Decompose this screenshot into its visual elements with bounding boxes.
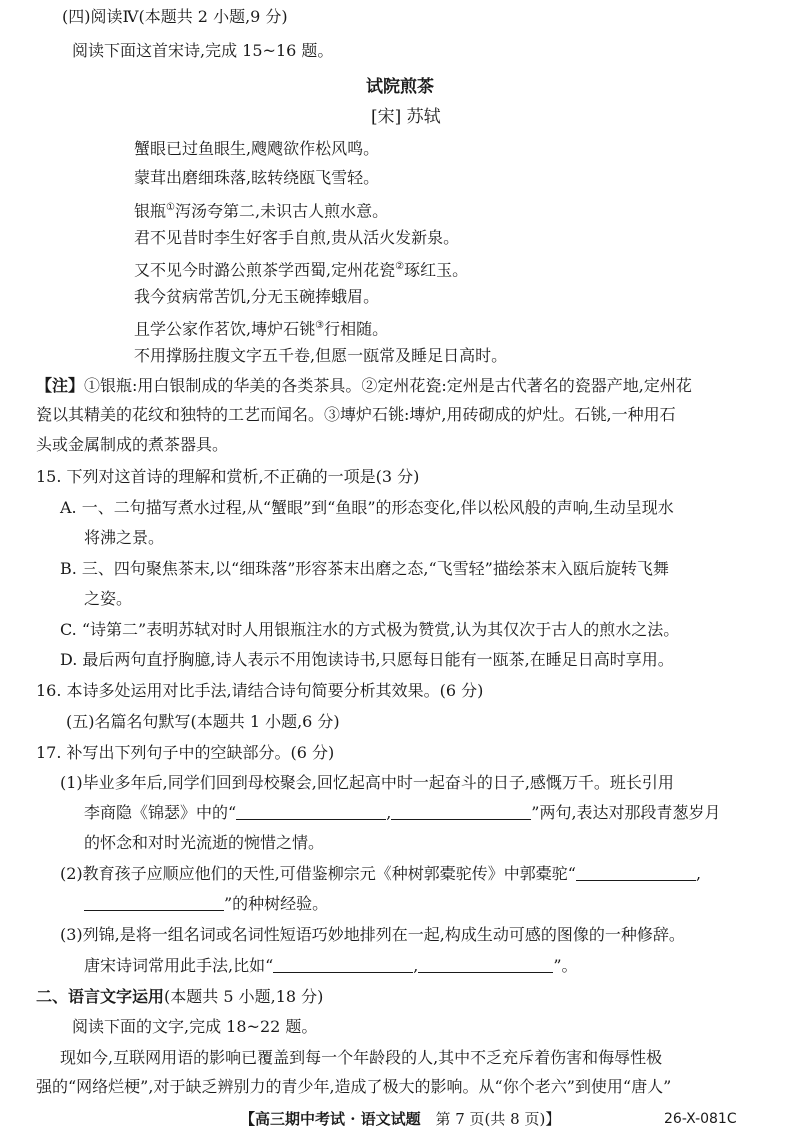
note-label: 【注】 bbox=[36, 376, 85, 395]
footnote-ref-1: ① bbox=[166, 202, 175, 213]
note-line-3: 头或金属制成的煮茶器具。 bbox=[36, 435, 229, 454]
section4-heading: (四)阅读Ⅳ(本题共 2 小题,9 分) bbox=[62, 7, 288, 26]
answer-blank[interactable] bbox=[273, 956, 413, 973]
q15-option-b-line-2: 之姿。 bbox=[84, 589, 133, 608]
q17-item-1-line-1: (1)毕业多年后,同学们回到母校聚会,回忆起高中时一起奋斗的日子,感慨万千。班长引用 bbox=[60, 773, 674, 792]
poem-line-8: 不用撑肠拄腹文字五千卷,但愿一瓯常及睡足日高时。 bbox=[134, 346, 508, 365]
part2-heading: 二、语言文字运用(本题共 5 小题,18 分) bbox=[36, 987, 324, 1006]
answer-blank[interactable] bbox=[576, 864, 696, 881]
q17-item-1-line-2: 李商隐《锦瑟》中的“ , ”两句,表达对那段青葱岁月 bbox=[84, 803, 721, 822]
q15-option-b-line-1: B. 三、四句聚焦茶末,以“细珠落”形容茶末出磨之态,“飞雪轻”描绘茶末入瓯后旋转飞舞 bbox=[60, 559, 669, 578]
poem-line-6: 我今贫病常苦饥,分无玉碗捧蛾眉。 bbox=[134, 287, 380, 306]
part2-text-line-2: 强的“网络烂梗”,对于缺乏辨别力的青少年,造成了极大的影响。从“你个老六”到使用“唐人” bbox=[36, 1077, 672, 1096]
q17-item-2-line-2: ”的种树经验。 bbox=[84, 893, 328, 915]
section4-intro: 阅读下面这首宋诗,完成 15~16 题。 bbox=[72, 41, 334, 60]
poem-line-3: 银瓶①泻汤夸第二,未识古人煎水意。 bbox=[134, 201, 389, 221]
poem-line-2: 蒙茸出磨细珠落,眩转绕瓯飞雪轻。 bbox=[134, 168, 380, 187]
answer-blank[interactable] bbox=[418, 956, 553, 973]
q17-item-1-line-3: 的怀念和对时光流逝的惋惜之情。 bbox=[84, 833, 325, 852]
poem-line-1: 蟹眼已过鱼眼生,飕飕欲作松风鸣。 bbox=[134, 139, 380, 158]
q15-stem: 15. 下列对这首诗的理解和赏析,不正确的一项是(3 分) bbox=[36, 467, 420, 486]
answer-blank[interactable] bbox=[84, 894, 224, 911]
section5-heading: (五)名篇名句默写(本题共 1 小题,6 分) bbox=[66, 712, 340, 731]
note-line-2: 瓷以其精美的花纹和独特的工艺而闻名。③塼炉石铫:塼炉,用砖砌成的炉灶。石铫,一种用石 bbox=[36, 405, 676, 424]
footnote-ref-2: ② bbox=[395, 261, 405, 272]
footnote-ref-3: ③ bbox=[315, 320, 325, 331]
q15-option-a-line-1: A. 一、二句描写煮水过程,从“蟹眼”到“鱼眼”的形态变化,伴以松风般的声响,生动呈现水 bbox=[60, 498, 674, 517]
q17-stem: 17. 补写出下列句子中的空缺部分。(6 分) bbox=[36, 743, 335, 762]
q17-item-3-line-1: (3)列锦,是将一组名词或名词性短语巧妙地排列在一起,构成生动可感的图像的一种修辞。 bbox=[60, 925, 685, 944]
poem-title: 试院煎茶 bbox=[366, 77, 434, 97]
q15-option-a-line-2: 将沸之景。 bbox=[84, 528, 165, 547]
q17-item-3-line-2: 唐宋诗词常用此手法,比如“ , ”。 bbox=[84, 956, 578, 975]
q15-option-c: C. “诗第二”表明苏轼对时人用银瓶注水的方式极为赞赏,认为其仅次于古人的煎水之法。 bbox=[60, 620, 680, 639]
poem-line-5: 又不见今时潞公煎茶学西蜀,定州花瓷②琢红玉。 bbox=[134, 260, 469, 280]
q15-option-d: D. 最后两句直抒胸臆,诗人表示不用饱读诗书,只愿每日能有一瓯茶,在睡足日高时享用。 bbox=[60, 650, 674, 669]
footer-page-number: 第 7 页(共 8 页)】 bbox=[435, 1110, 561, 1128]
poem-author: [宋] 苏轼 bbox=[371, 107, 441, 127]
part2-text-line-1: 现如今,互联网用语的影响已覆盖到每一个年龄段的人,其中不乏充斥着伤害和侮辱性极 bbox=[60, 1048, 663, 1067]
answer-blank[interactable] bbox=[236, 803, 386, 820]
q17-item-2-line-1: (2)教育孩子应顺应他们的天性,可借鉴柳宗元《种树郭橐驼传》中郭橐驼“ , bbox=[60, 864, 702, 883]
note-line-1: 【注】①银瓶:用白银制成的华美的各类茶具。②定州花瓷:定州是古代著名的瓷器产地,定州花 bbox=[36, 376, 692, 395]
footer-title: 【高三期中考试 · 语文试题 bbox=[240, 1110, 421, 1128]
q16-stem: 16. 本诗多处运用对比手法,请结合诗句简要分析其效果。(6 分) bbox=[36, 681, 484, 700]
poem-line-4: 君不见昔时李生好客手自煎,贵从活火发新泉。 bbox=[134, 228, 460, 247]
part2-intro: 阅读下面的文字,完成 18~22 题。 bbox=[72, 1017, 318, 1036]
answer-blank[interactable] bbox=[391, 803, 531, 820]
page-footer bbox=[240, 1108, 560, 1130]
poem-line-7: 且学公家作茗饮,塼炉石铫③行相随。 bbox=[134, 319, 389, 339]
footer-code: 26-X-081C bbox=[664, 1111, 737, 1127]
